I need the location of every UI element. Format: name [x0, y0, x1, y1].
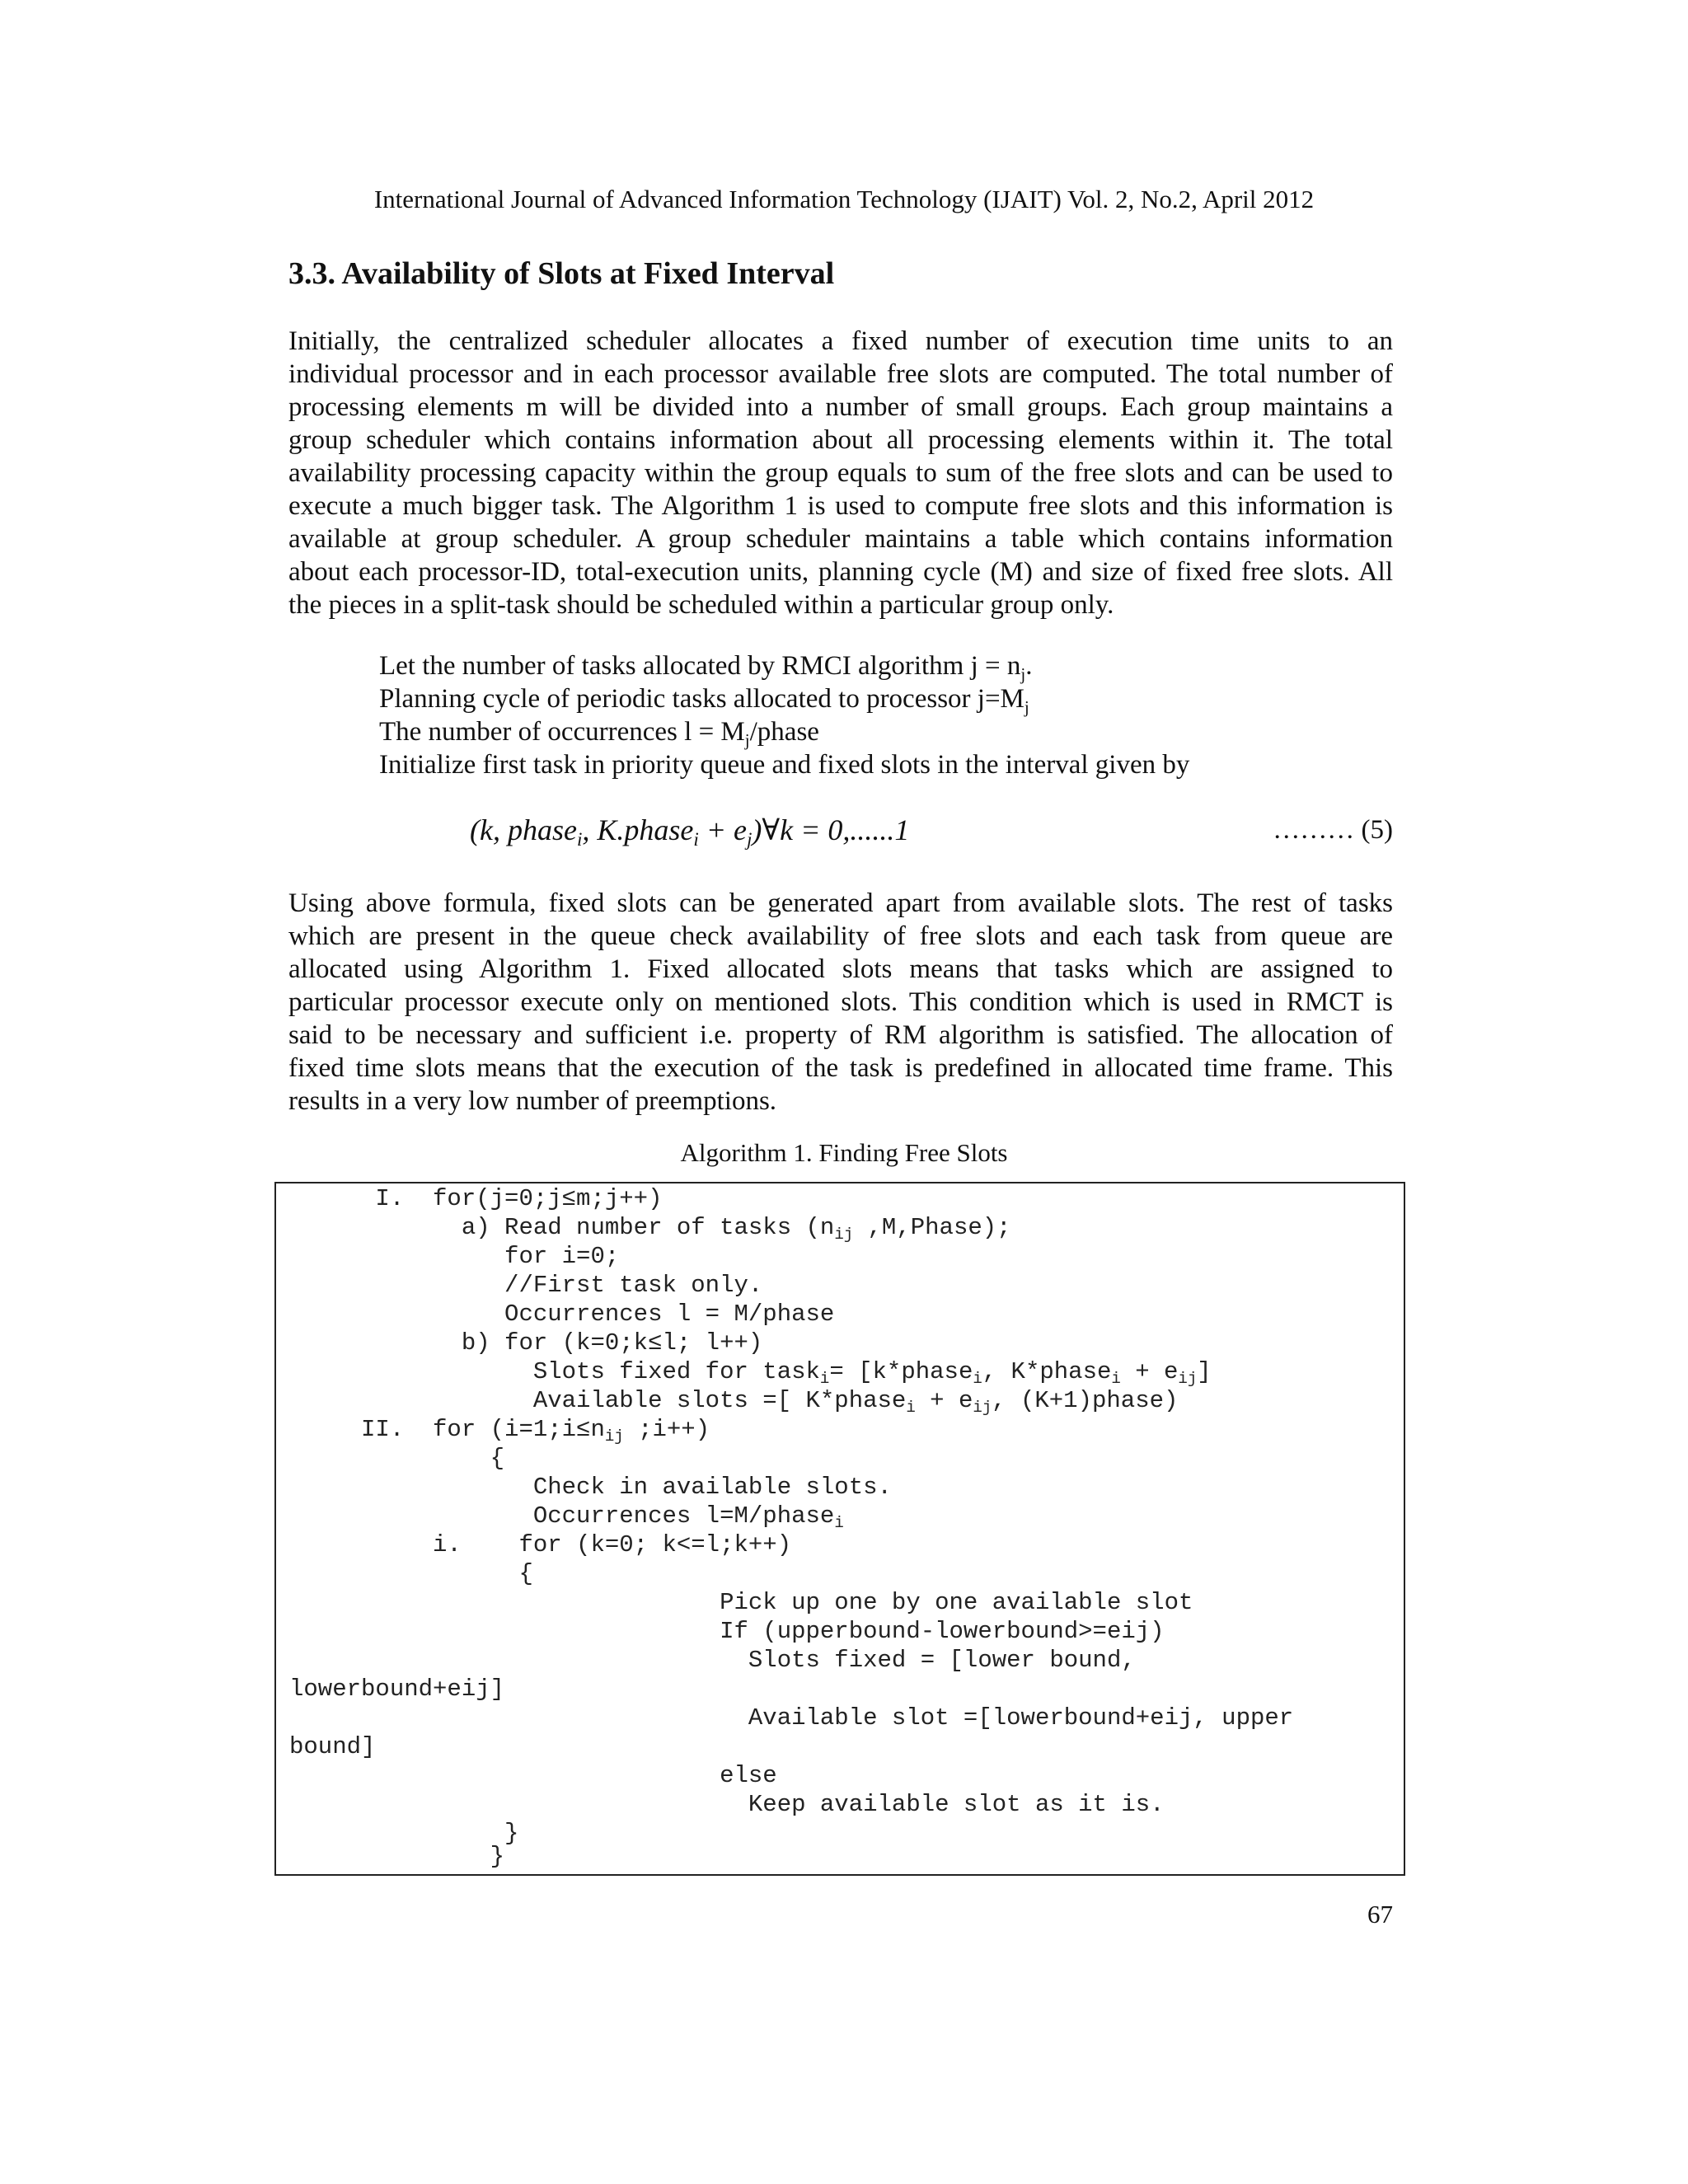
paragraph-line: the pieces in a split-task should be scheduled within a particular group only.	[288, 590, 1114, 620]
code-line: I. for(j=0;j≤m;j++)	[289, 1185, 663, 1212]
code-line: Slots fixed = [lower bound,	[289, 1647, 1136, 1674]
paragraph-line: allocated using Algorithm 1. Fixed allocated slots means that tasks which are assigned to	[288, 954, 1393, 984]
paragraph-line: particular processor execute only on mentioned slots. This condition which is used in RMCT is	[288, 987, 1393, 1017]
equation-5: (k, phase$_i$, K.phase$_i$ + $e_j)\forall k = 0,......1$	[470, 813, 910, 850]
paragraph-line: availability processing capacity within the group equals to sum of the free slots and can be used to	[288, 458, 1393, 488]
definition-line: Initialize first task in priority queue and fixed slots in the interval given by	[379, 750, 1190, 780]
code-line: Occurrences l=M/phase$_i$	[289, 1502, 844, 1532]
equation-number: ……… (5)	[1273, 815, 1393, 845]
definition-line: Let the number of tasks allocated by RMCI algorithm $j = n_j$.	[379, 651, 1033, 684]
paragraph-formula	[288, 887, 1393, 1118]
paragraph-line: results in a very low number of preemptions.	[288, 1086, 777, 1116]
paragraph-line: group scheduler which contains information about all processing elements within it. The total	[288, 425, 1393, 455]
algorithm-caption: Algorithm 1. Finding Free Slots	[680, 1138, 1008, 1167]
definitions-block	[379, 649, 1189, 781]
code-line: lowerbound+eij]	[289, 1675, 505, 1703]
paragraph-line: which are present in the queue check availability of free slots and each task from queue are	[288, 921, 1393, 951]
section-title: 3.3. Availability of Slots at Fixed Interval	[288, 256, 835, 291]
code-line: {	[289, 1560, 533, 1587]
code-line: else	[289, 1762, 777, 1789]
paragraph-line: individual processor and in each processor available free slots are computed. The total number of	[288, 359, 1393, 389]
definition-line: The number of occurrences $l = M_j$/phase	[379, 717, 819, 750]
algorithm-box	[274, 1182, 1405, 1876]
paragraph-line: processing elements m will be divided into a number of small groups. Each group maintains a	[288, 392, 1393, 422]
code-line: }	[289, 1843, 505, 1870]
code-line: Available slot =[lowerbound+eij, upper	[289, 1704, 1294, 1732]
code-line: a) Read number of tasks ($n_{ij}$ ,M,Phase);	[289, 1214, 1011, 1244]
code-line: for i=0;	[289, 1243, 620, 1270]
paragraph-line: fixed time slots means that the execution of the task is predefined in allocated time frame. This	[288, 1053, 1393, 1083]
paragraph-line: available at group scheduler. A group scheduler maintains a table which contains information	[288, 524, 1393, 554]
code-line: i. for (k=0; k<=l;k++)	[289, 1531, 792, 1558]
code-line: Occurrences l = M/phase	[289, 1301, 835, 1328]
paragraph-line: Initially, the centralized scheduler allocates a fixed number of execution time units to an	[288, 326, 1393, 356]
paragraph-line: Using above formula, fixed slots can be generated apart from available slots. The rest of tasks	[288, 888, 1393, 918]
code-line: //First task only.	[289, 1272, 763, 1299]
code-line: Available slots =[ K*phase$_i$ + $e_{ij}$, (K+1)phase)	[289, 1387, 1179, 1417]
code-line: b) for (k=0;k≤l; l++)	[289, 1329, 763, 1357]
code-line: Keep available slot as it is.	[289, 1791, 1165, 1818]
code-line: Pick up one by one available slot	[289, 1589, 1193, 1616]
running-header: International Journal of Advanced Information Technology (IJAIT) Vol. 2, No.2, April 2012	[373, 185, 1315, 213]
code-line: }	[289, 1820, 519, 1847]
paragraph-line: execute a much bigger task. The Algorithm 1 is used to compute free slots and this information is	[288, 491, 1393, 521]
code-line: II. for ($i=1;i\le n_{ij}$ ;i++)	[289, 1416, 710, 1446]
paragraph-line: about each processor-ID, total-execution units, planning cycle (M) and size of fixed free slots. All	[288, 557, 1393, 587]
definition-line: Planning cycle of periodic tasks allocated to processor $j=M_j$	[379, 684, 1029, 717]
page-number: 67	[1367, 1900, 1393, 1929]
paragraph-intro	[288, 325, 1393, 621]
code-line: bound]	[289, 1733, 376, 1760]
paragraph-line: said to be necessary and sufficient i.e. property of RM algorithm is satisfied. The allocation of	[288, 1020, 1393, 1050]
code-line: {	[289, 1445, 505, 1472]
code-line: Slots fixed for task$_i$= [k*phase$_i$, K*phase$_i$ + $e_{ij}$]	[289, 1358, 1212, 1388]
code-line: If (upperbound-lowerbound>=eij)	[289, 1618, 1165, 1645]
code-line: Check in available slots.	[289, 1474, 892, 1501]
